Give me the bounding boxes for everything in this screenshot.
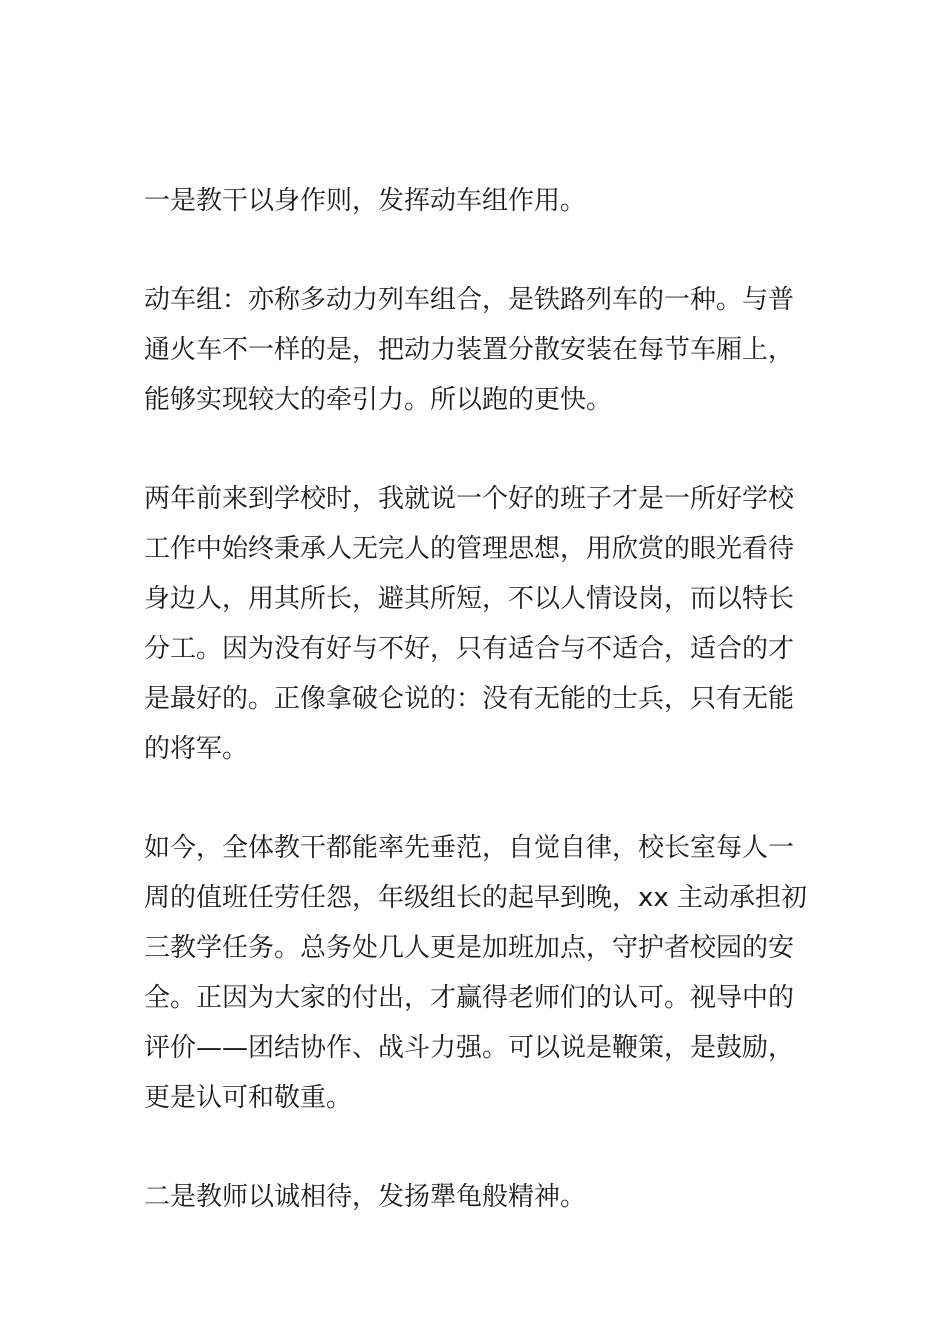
paragraph-line: 能够实现较大的牵引力。所以跑的更快。: [144, 385, 613, 415]
paragraph-line: 一是教干以身作则，发挥动车组作用。: [144, 186, 587, 216]
paragraph-line: 身边人，用其所长，避其所短，不以人情设岗，而以特长: [144, 584, 795, 614]
paragraph-spacing: [144, 425, 808, 474]
paragraph-line: 如今，全体教干都能率先垂范，自觉自律，校长室每人一: [144, 833, 795, 863]
paragraph: [144, 1172, 808, 1222]
paragraph-line: 评价——团结协作、战斗力强。可以说是鞭策，是鼓励，: [144, 1033, 795, 1063]
paragraph: [144, 176, 808, 226]
paragraph-spacing: [144, 1123, 808, 1172]
paragraph-line: 是最好的。正像拿破仑说的：没有无能的士兵，只有无能: [144, 684, 795, 714]
paragraph-line: 动车组：亦称多动力列车组合，是铁路列车的一种。与普: [144, 285, 795, 315]
paragraph-spacing: [144, 774, 808, 823]
paragraph: [144, 275, 808, 425]
paragraph-line: 分工。因为没有好与不好，只有适合与不适合，适合的才: [144, 634, 795, 664]
paragraph-line: 周的值班任劳任怨，年级组长的起早到晚，xx 主动承担初: [144, 883, 808, 913]
paragraph-line: 工作中始终秉承人无完人的管理思想，用欣赏的眼光看待: [144, 534, 795, 564]
paragraph: [144, 474, 808, 774]
paragraph-spacing: [144, 226, 808, 275]
paragraph-line: 更是认可和敬重。: [144, 1083, 353, 1113]
paragraph-line: 全。正因为大家的付出，才赢得老师们的认可。视导中的: [144, 983, 795, 1013]
paragraph: [144, 823, 808, 1123]
paragraph-line: 两年前来到学校时，我就说一个好的班子才是一所好学校: [144, 484, 795, 514]
paragraph-line: 通火车不一样的是，把动力装置分散安装在每节车厢上，: [144, 335, 795, 365]
document-body: [144, 176, 808, 1222]
paragraph-line: 二是教师以诚相待，发扬犟龟般精神。: [144, 1182, 587, 1212]
paragraph-line: 三教学任务。总务处几人更是加班加点，守护者校园的安: [144, 933, 795, 963]
paragraph-line: 的将军。: [144, 734, 249, 764]
